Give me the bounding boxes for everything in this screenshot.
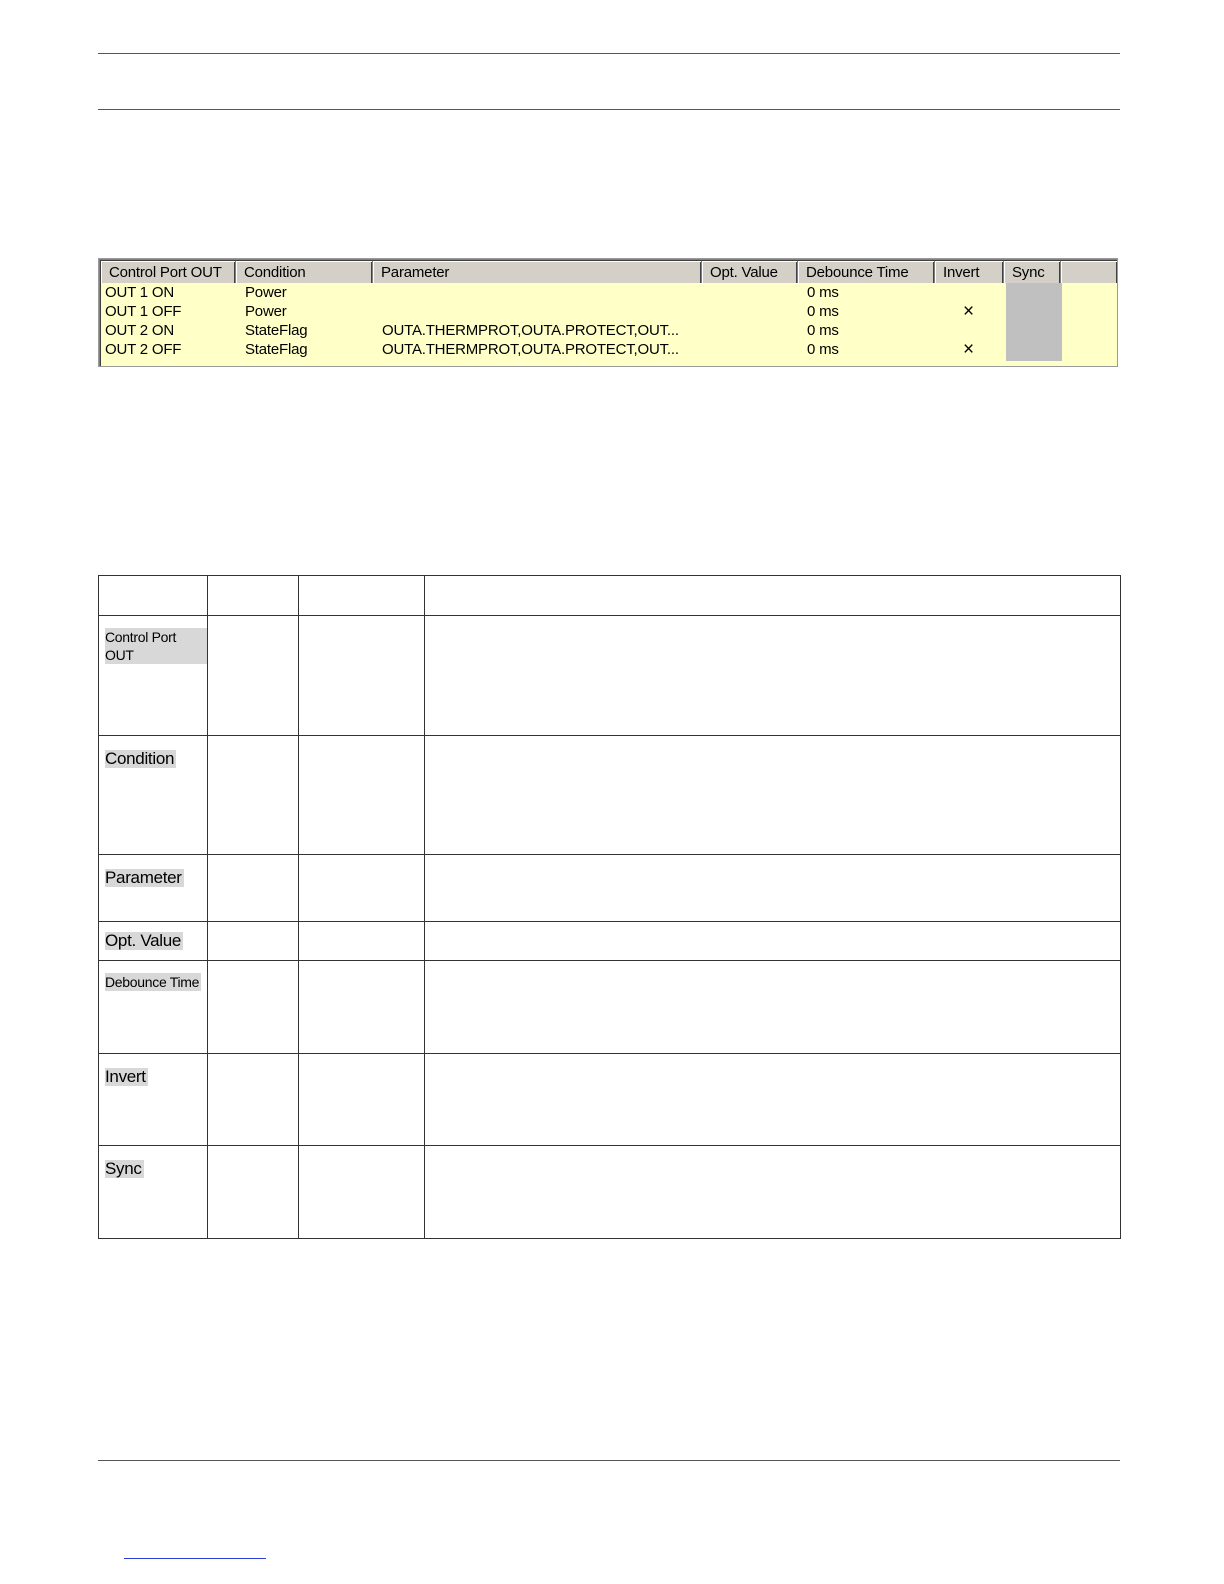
header-rule-bottom — [98, 109, 1120, 110]
cell-debounce-time: 0 ms — [807, 322, 839, 339]
table-row — [99, 961, 1121, 1054]
label-control-port-out: Control Port OUT — [105, 628, 207, 664]
table-row — [99, 616, 1121, 736]
cell-debounce-time: 0 ms — [807, 341, 839, 358]
invert-check-icon[interactable]: × — [963, 339, 974, 360]
control-port-grid — [98, 258, 1118, 367]
label-condition: Condition — [105, 749, 175, 768]
cell-condition: Power — [245, 303, 287, 320]
grid-header — [101, 261, 1117, 283]
cell-parameter: OUTA.THERMPROT,OUTA.PROTECT,OUT... — [382, 322, 679, 339]
table-cell — [99, 576, 208, 616]
table-cell — [425, 961, 1121, 1054]
cell-condition: Power — [245, 284, 287, 301]
table-row — [99, 736, 1121, 855]
table-cell — [425, 736, 1121, 855]
table-cell — [208, 616, 299, 736]
table-cell — [299, 736, 425, 855]
footer-rule — [98, 1460, 1120, 1461]
table-cell — [208, 1146, 299, 1239]
header-rule-top — [98, 53, 1120, 54]
label-invert: Invert — [105, 1067, 146, 1086]
label-debounce-time: Debounce Time — [105, 974, 200, 990]
label-opt-value: Opt. Value — [105, 931, 182, 950]
table-cell — [299, 922, 425, 961]
cell-parameter: OUTA.THERMPROT,OUTA.PROTECT,OUT... — [382, 341, 679, 358]
table-cell — [299, 855, 425, 922]
table-cell — [425, 855, 1121, 922]
table-header-row — [99, 576, 1121, 616]
column-header-parameter[interactable]: Parameter — [373, 261, 702, 283]
table-cell — [299, 1146, 425, 1239]
table-cell — [299, 1054, 425, 1146]
table-cell — [208, 961, 299, 1054]
cell-debounce-time: 0 ms — [807, 284, 839, 301]
grid-body — [101, 283, 1117, 366]
column-header-condition[interactable]: Condition — [236, 261, 373, 283]
table-cell — [425, 1146, 1121, 1239]
cell-condition: StateFlag — [245, 322, 308, 339]
column-header-control-port[interactable]: Control Port OUT — [101, 261, 236, 283]
column-header-invert[interactable]: Invert — [935, 261, 1004, 283]
table-cell — [299, 576, 425, 616]
footer-link-underline[interactable] — [124, 1558, 266, 1559]
cell-control-port: OUT 1 ON — [105, 284, 174, 301]
table-cell — [208, 1054, 299, 1146]
table-row — [99, 855, 1121, 922]
table-cell — [208, 855, 299, 922]
table-row — [99, 1054, 1121, 1146]
invert-check-icon[interactable]: × — [963, 301, 974, 322]
table-cell — [299, 961, 425, 1054]
cell-condition: StateFlag — [245, 341, 308, 358]
sync-column-disabled — [1006, 283, 1062, 361]
table-cell — [208, 922, 299, 961]
table-cell — [425, 1054, 1121, 1146]
cell-control-port: OUT 2 ON — [105, 322, 174, 339]
column-reference-table — [98, 575, 1121, 1239]
table-cell — [208, 736, 299, 855]
column-header-opt-value[interactable]: Opt. Value — [702, 261, 798, 283]
table-cell — [299, 616, 425, 736]
column-header-filler — [1061, 261, 1117, 283]
cell-debounce-time: 0 ms — [807, 303, 839, 320]
table-row — [99, 922, 1121, 961]
table-cell — [425, 576, 1121, 616]
table-cell — [425, 616, 1121, 736]
table-cell — [208, 576, 299, 616]
label-parameter: Parameter — [105, 868, 182, 887]
cell-control-port: OUT 2 OFF — [105, 341, 182, 358]
table-row — [99, 1146, 1121, 1239]
column-header-debounce-time[interactable]: Debounce Time — [798, 261, 935, 283]
label-sync: Sync — [105, 1159, 142, 1178]
cell-control-port: OUT 1 OFF — [105, 303, 182, 320]
column-header-sync[interactable]: Sync — [1004, 261, 1061, 283]
table-cell — [425, 922, 1121, 961]
